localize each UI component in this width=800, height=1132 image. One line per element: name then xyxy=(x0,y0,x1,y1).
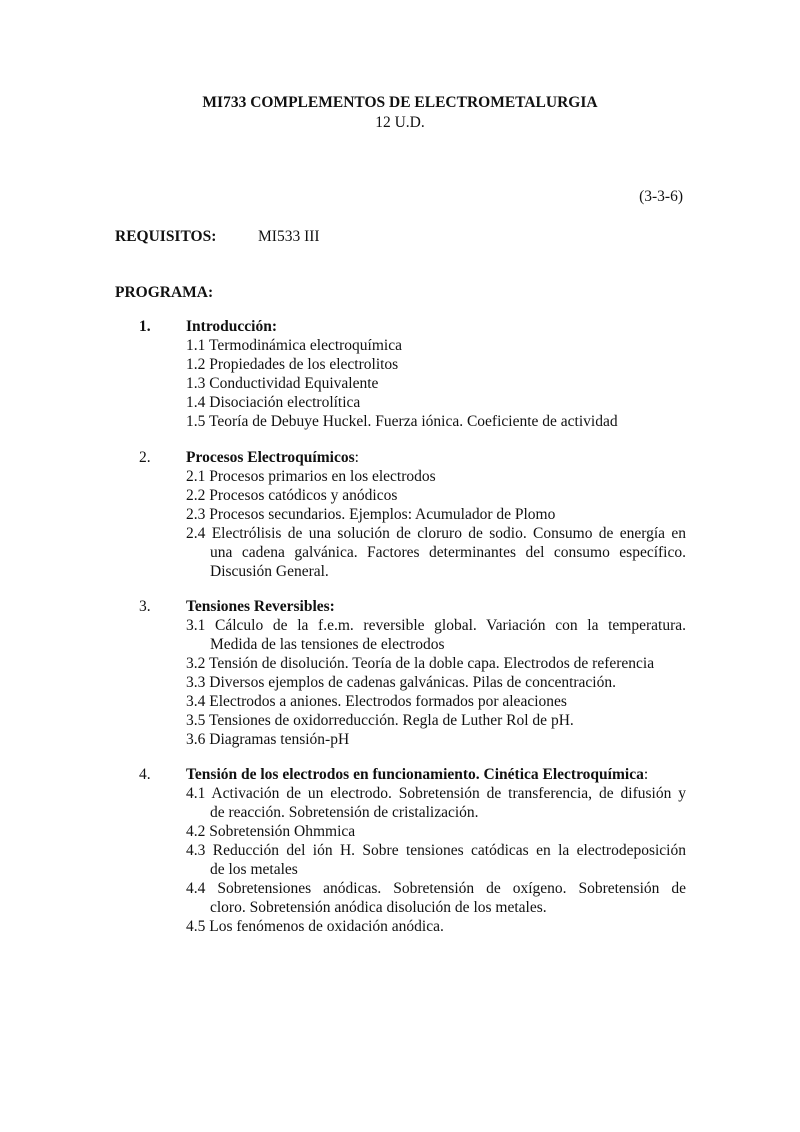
list-item: 3.1 Cálculo de la f.e.m. reversible global. Variación con la temperatura. xyxy=(186,617,686,634)
list-item: 1.5 Teoría de Debuye Huckel. Fuerza iónica. Coeficiente de actividad xyxy=(186,413,618,430)
list-item: 2.4 Electrólisis de una solución de cloruro de sodio. Consumo de energía en xyxy=(186,525,686,542)
list-item: 1.2 Propiedades de los electrolitos xyxy=(186,356,399,373)
list-item-continuation: cloro. Sobretensión anódica disolución de los metales. xyxy=(210,899,547,916)
list-item: 3.6 Diagramas tensión-pH xyxy=(186,731,350,748)
list-item: 2.2 Procesos catódicos y anódicos xyxy=(186,487,398,504)
list-item: 4.2 Sobretensión Ohmmica xyxy=(186,823,356,840)
list-item: 2.1 Procesos primarios en los electrodos xyxy=(186,468,436,485)
credits-label: (3-3-6) xyxy=(639,188,683,205)
list-item: 1.3 Conductividad Equivalente xyxy=(186,375,379,392)
list-item: 3.5 Tensiones de oxidorreducción. Regla de Luther Rol de pH. xyxy=(186,712,574,729)
list-item: 4.1 Activación de un electrodo. Sobretensión de transferencia, de difusión y xyxy=(186,785,686,802)
units-label: 12 U.D. xyxy=(375,114,425,131)
list-item: 1.1 Termodinámica electroquímica xyxy=(186,337,402,354)
section-number: 2. xyxy=(139,449,151,466)
program-label: PROGRAMA: xyxy=(115,284,214,301)
list-item: 4.5 Los fenómenos de oxidación anódica. xyxy=(186,918,444,935)
requirements-label: REQUISITOS: xyxy=(115,228,217,245)
section-title-suffix: : xyxy=(354,449,359,466)
section-title: Tensión de los electrodos en funcionamiento. Cinética Electroquímica xyxy=(186,766,644,783)
list-item: 2.3 Procesos secundarios. Ejemplos: Acumulador de Plomo xyxy=(186,506,556,523)
section-title-line xyxy=(186,449,359,468)
section-number: 1. xyxy=(139,318,151,335)
section-title-suffix: : xyxy=(643,766,649,783)
section-title: Procesos Electroquímicos xyxy=(186,449,355,466)
section-number: 3. xyxy=(139,598,151,615)
list-item: 4.3 Reducción del ión H. Sobre tensiones catódicas en la electrodeposición xyxy=(186,842,686,859)
section-title: Introducción: xyxy=(186,318,278,335)
list-item: 4.4 Sobretensiones anódicas. Sobretensión de oxígeno. Sobretensión de xyxy=(186,880,686,897)
list-item-continuation: una cadena galvánica. Factores determinantes del consumo específico. xyxy=(210,544,686,561)
list-item: 3.3 Diversos ejemplos de cadenas galvánicas. Pilas de concentración. xyxy=(186,674,616,691)
list-item-continuation: Discusión General. xyxy=(210,563,329,580)
list-item-continuation: Medida de las tensiones de electrodos xyxy=(210,636,445,653)
page-title: MI733 COMPLEMENTOS DE ELECTROMETALURGIA xyxy=(202,94,598,111)
list-item-continuation: de los metales xyxy=(210,861,298,878)
requirements-value: MI533 III xyxy=(258,228,320,245)
section-number: 4. xyxy=(139,766,151,783)
list-item-continuation: de reacción. Sobretensión de cristalización. xyxy=(210,804,479,821)
list-item: 1.4 Disociación electrolítica xyxy=(186,394,361,411)
section-title: Tensiones Reversibles: xyxy=(186,598,335,615)
list-item: 3.4 Electrodos a aniones. Electrodos formados por aleaciones xyxy=(186,693,567,710)
section-title-line xyxy=(186,766,648,785)
list-item: 3.2 Tensión de disolución. Teoría de la doble capa. Electrodos de referencia xyxy=(186,655,655,672)
